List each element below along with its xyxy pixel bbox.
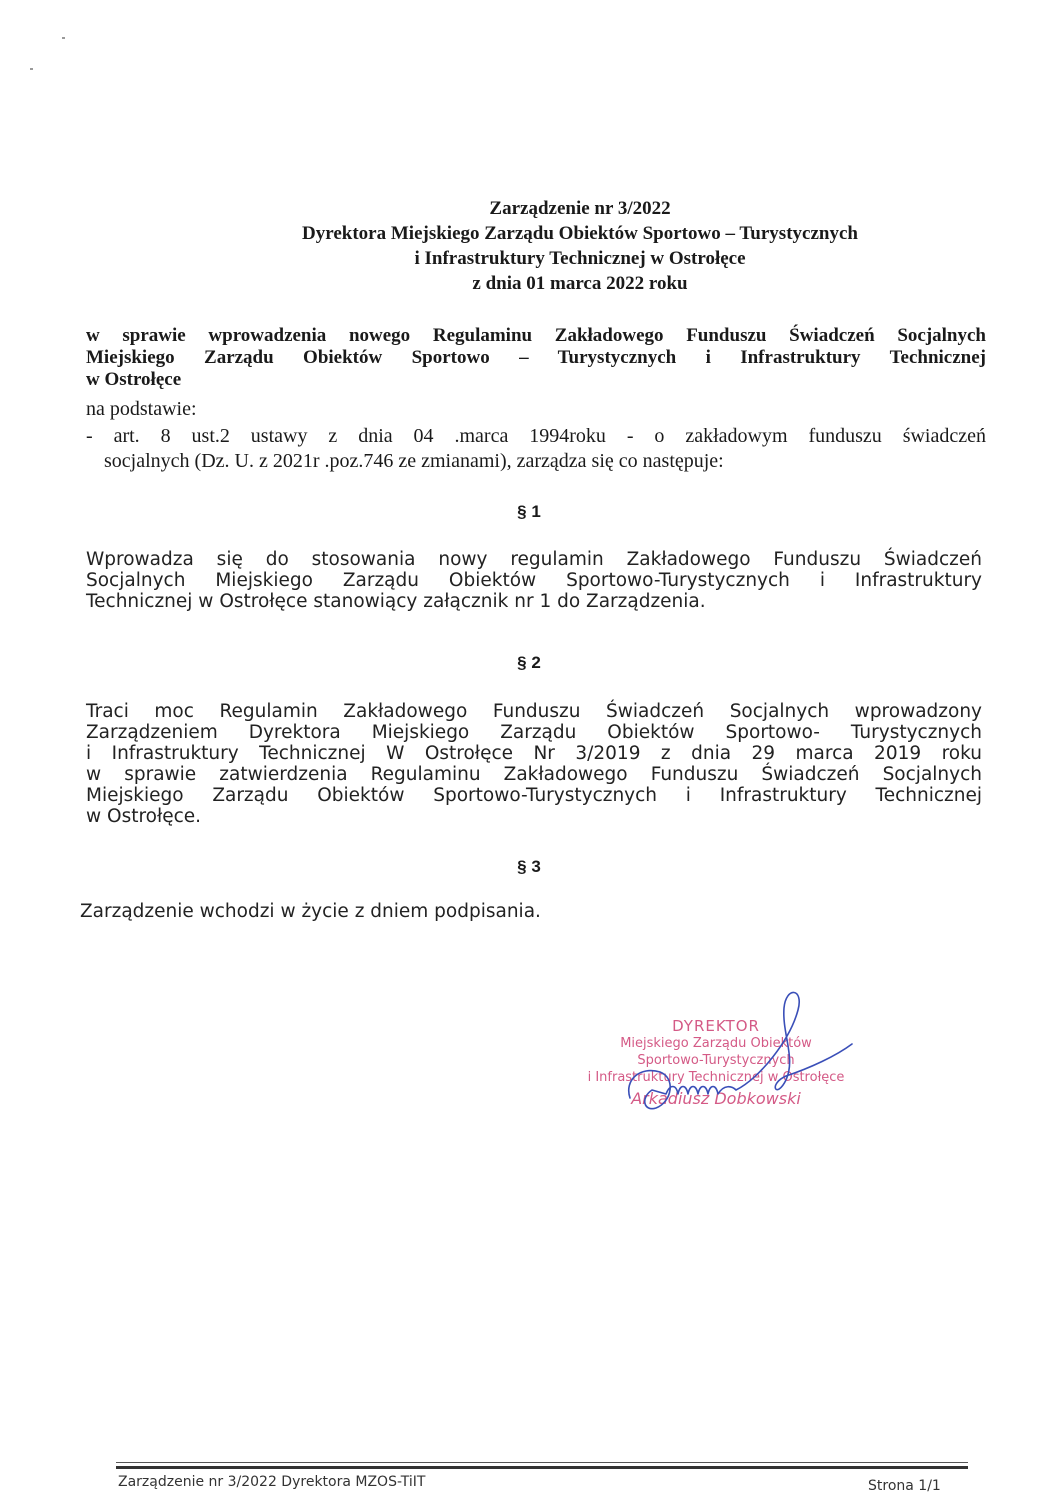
section-2-text bbox=[86, 701, 982, 827]
footer-page-number: Strona 1/1 bbox=[868, 1478, 941, 1494]
paragraph-line: Traci moc Regulamin Zakładowego Funduszu Świadczeń Socjalnych wprowadzony bbox=[86, 701, 982, 722]
subject-line: Miejskiego Zarządu Obiektów Sportowo – Turystycznych i Infrastruktury Technicznej bbox=[86, 347, 986, 368]
scan-speck bbox=[62, 37, 65, 39]
document-header bbox=[80, 196, 1058, 296]
subject-block bbox=[86, 325, 986, 391]
paragraph-line: i Infrastruktury Technicznej W Ostrołęce Nr 3/2019 z dnia 29 marca 2019 roku bbox=[86, 743, 982, 764]
handwritten-signature bbox=[600, 980, 880, 1140]
subject-line: w sprawie wprowadzenia nowego Regulaminu Zakładowego Funduszu Świadczeń Socjalnych bbox=[86, 325, 986, 346]
paragraph-line: Wprowadza się do stosowania nowy regulamin Zakładowego Funduszu Świadczeń bbox=[86, 549, 982, 570]
section-mark-2: § 2 bbox=[517, 653, 541, 672]
legal-basis-label: na podstawie: bbox=[86, 398, 197, 420]
section-1-text bbox=[86, 549, 982, 612]
footer-rule-thick bbox=[116, 1466, 968, 1469]
section-mark-3: § 3 bbox=[517, 857, 541, 876]
subject-line: w Ostrołęce bbox=[86, 369, 182, 390]
legal-basis-line: - art. 8 ust.2 ustawy z dnia 04 .marca 1994roku - o zakładowym funduszu świadczeń bbox=[86, 425, 986, 447]
legal-basis-line: socjalnych (Dz. U. z 2021r .poz.746 ze zmianami), zarządza się co następuje: bbox=[104, 450, 724, 472]
paragraph-line: w Ostrołęce. bbox=[86, 806, 202, 827]
header-date: z dnia 01 marca 2022 roku bbox=[472, 273, 688, 294]
header-issuer-cont: i Infrastruktury Technicznej w Ostrołęce bbox=[414, 248, 746, 269]
stamp-line: i Infrastruktury Technicznej w Ostrołęce bbox=[587, 1070, 845, 1085]
paragraph-line: Socjalnych Miejskiego Zarządu Obiektów Sportowo-Turystycznych i Infrastruktury bbox=[86, 570, 982, 591]
section-mark-1: § 1 bbox=[517, 502, 541, 521]
stamp-name: Arkadiusz Dobkowski bbox=[631, 1089, 801, 1108]
paragraph-line: Zarządzeniem Dyrektora Miejskiego Zarządu Obiektów Sportowo- Turystycznych bbox=[86, 722, 982, 743]
stamp-line: Miejskiego Zarządu Obiektów bbox=[620, 1036, 812, 1051]
closing-text: Zarządzenie wchodzi w życie z dniem podpisania. bbox=[80, 901, 541, 922]
scan-speck bbox=[30, 68, 33, 70]
header-title: Zarządzenie nr 3/2022 bbox=[489, 198, 671, 219]
paragraph-line: Miejskiego Zarządu Obiektów Sportowo-Turystycznych i Infrastruktury Technicznej bbox=[86, 785, 982, 806]
footer-document-ref: Zarządzenie nr 3/2022 Dyrektora MZOS-TiIT bbox=[118, 1474, 426, 1490]
stamp-line: Sportowo-Turystycznych bbox=[637, 1053, 795, 1068]
paragraph-line: Technicznej w Ostrołęce stanowiący załącznik nr 1 do Zarządzenia. bbox=[86, 591, 706, 612]
header-issuer: Dyrektora Miejskiego Zarządu Obiektów Sportowo – Turystycznych bbox=[302, 223, 858, 244]
paragraph-line: w sprawie zatwierdzenia Regulaminu Zakładowego Funduszu Świadczeń Socjalnych bbox=[86, 764, 982, 785]
legal-basis bbox=[86, 424, 986, 474]
footer-rule bbox=[116, 1462, 968, 1463]
stamp-title: DYREKTOR bbox=[672, 1017, 760, 1035]
